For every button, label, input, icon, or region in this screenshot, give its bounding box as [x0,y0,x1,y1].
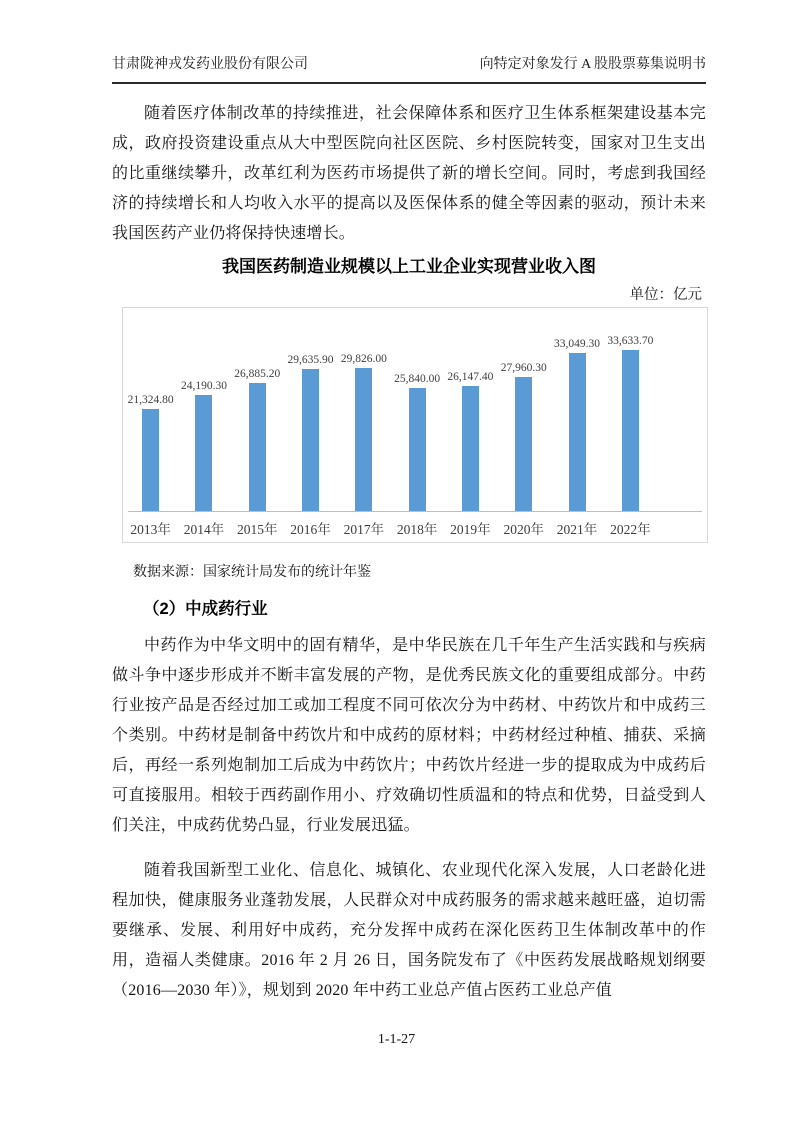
bar-value-label: 26,147.40 [447,371,494,383]
bar-column [444,308,497,512]
bar-column [124,308,177,512]
chart-title: 我国医药制造业规模以上工业企业实现营业收入图 [222,257,596,276]
bar [355,368,372,512]
bar-value-label: 21,324.80 [127,394,174,406]
x-axis-label: 2017年 [343,522,385,537]
bar [409,388,426,512]
bar-column [284,308,337,512]
bar-value-label: 33,049.30 [554,338,601,350]
paragraph-medical-reform: 随着医疗体制改革的持续推进，社会保障体系和医疗卫生体系框架建设基本完成，政府投资建设重点从大中型医院向社区医院、乡村医院转变，国家对卫生支出的比重继续攀升，改革红利为医药市场提供了新的增长空间。同时，考虑到我国经济的持续增长和人均收入水平的提高以及医保体系的健全等因素的驱动，预计未来我国医药产业仍将保持快速增长。 [112,105,706,242]
bar-column [231,308,284,512]
x-axis-label: 2019年 [450,522,491,537]
bar [515,377,532,512]
x-axis-label: 2020年 [503,522,544,537]
header-company-name: 甘肃陇神戎发药业股份有限公司 [112,57,308,72]
bar-value-label: 26,885.20 [234,368,281,380]
bar-value-label: 25,840.00 [394,373,441,385]
bar [622,350,639,512]
bar-value-label: 29,635.90 [287,354,334,366]
bar [569,353,586,512]
chart-unit-label: 单位：亿元 [629,287,702,303]
x-axis-label: 2016年 [290,522,331,537]
x-axis-label: 2022年 [610,522,651,537]
bar-column [497,308,550,512]
paragraph-tcm-policy: 随着我国新型工业化、信息化、城镇化、农业现代化深入发展，人口老龄化进程加快，健康服务业蓬勃发展，人民群众对中成药服务的需求越来越旺盛，迫切需要继承、发展、利用好中成药，充分发挥中成药在深化医药卫生体制改革中的作用，造福人类健康。2016 年 2 月 26 日，国务院发布了《中医药发展战略规划纲要（2016—2030 年）》，规划到 2020 年中药工业总产值占医药工业总产值 [112,862,706,999]
x-axis-label: 2013年 [130,522,171,537]
chart-plot-area [124,308,657,512]
bar [302,369,319,512]
page-header [112,53,706,84]
revenue-bar-chart [122,307,708,543]
paragraph-tcm-overview: 中药作为中华文明中的固有精华，是中华民族在几千年生产生活实践和与疾病做斗争中逐步形成并不断丰富发展的产物，是优秀民族文化的重要组成部分。中药行业按产品是否经过加工或加工程度不同可依次分为中药材、中药饮片和中成药三个类别。中药材是制备中药饮片和中成药的原材料；中药材经过种植、捕获、采摘后，再经一系列炮制加工后成为中药饮片；中药饮片经进一步的提取成为中成药后可直接服用。相较于西药副作用小、疗效确切性质温和的特点和优势，日益受到人们关注，中成药优势凸显，行业发展迅猛。 [112,637,706,834]
bar-value-label: 33,633.70 [607,335,654,347]
x-axis-labels [124,518,657,538]
bar-value-label: 27,960.30 [500,362,547,374]
bar-column [337,308,390,512]
bar [142,409,159,512]
bar-column [177,308,230,512]
bar-column [550,308,603,512]
x-axis-label: 2021年 [556,522,598,537]
x-axis-label: 2018年 [396,522,438,537]
bar-value-label: 24,190.30 [180,380,227,392]
x-axis-line [128,511,702,512]
bar [249,383,266,512]
x-axis-label: 2014年 [183,522,225,537]
bar [195,395,212,512]
header-document-title: 向特定对象发行 A 股股票募集说明书 [479,57,706,72]
page-number: 1-1-27 [377,1032,416,1047]
x-axis-label: 2015年 [236,522,278,537]
bar [462,386,479,512]
bar-column [390,308,443,512]
bar-value-label: 29,826.00 [340,353,387,365]
bar-column [604,308,657,512]
section-heading-zhongchengyao: （2）中成药行业 [143,600,268,618]
data-source-note: 数据来源：国家统计局发布的统计年鉴 [133,565,371,580]
